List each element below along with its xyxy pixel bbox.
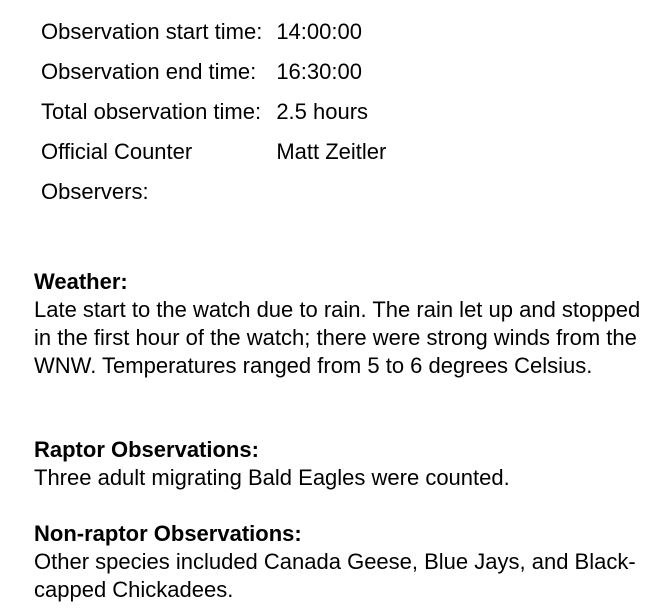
observation-end-row [34,52,393,92]
raptor-observations-heading: Raptor Observations: [34,437,259,462]
raptor-observations-section [34,436,644,492]
observation-details-table [34,12,393,212]
observation-start-label: Observation start time: [41,19,263,44]
observers-value [269,172,393,212]
total-observation-row [34,92,393,132]
non-raptor-observations-heading: Non-raptor Observations: [34,521,302,546]
total-observation-value: 2.5 hours [276,99,369,124]
observation-start-value: 14:00:00 [276,19,362,44]
weather-heading: Weather: [34,269,128,294]
raptor-observations-text: Three adult migrating Bald Eagles were counted. [34,465,510,490]
official-counter-row [34,132,393,172]
official-counter-value: Matt Zeitler [276,139,387,164]
observation-start-row [34,12,393,52]
weather-text: Late start to the watch due to rain. The rain let up and stopped in the first hour of the watch; there were strong winds from the WNW. Temperatures ranged from 5 to 6 degrees Celsius. [34,297,641,378]
observers-label: Observers: [41,179,149,204]
observers-row [34,172,393,212]
official-counter-label: Official Counter [41,139,193,164]
non-raptor-observations-section [34,520,644,604]
total-observation-label: Total observation time: [41,99,262,124]
observation-end-value: 16:30:00 [276,59,362,84]
observation-end-label: Observation end time: [41,59,257,84]
weather-section [34,268,644,380]
non-raptor-observations-text: Other species included Canada Geese, Blue Jays, and Black-capped Chickadees. [34,549,636,602]
